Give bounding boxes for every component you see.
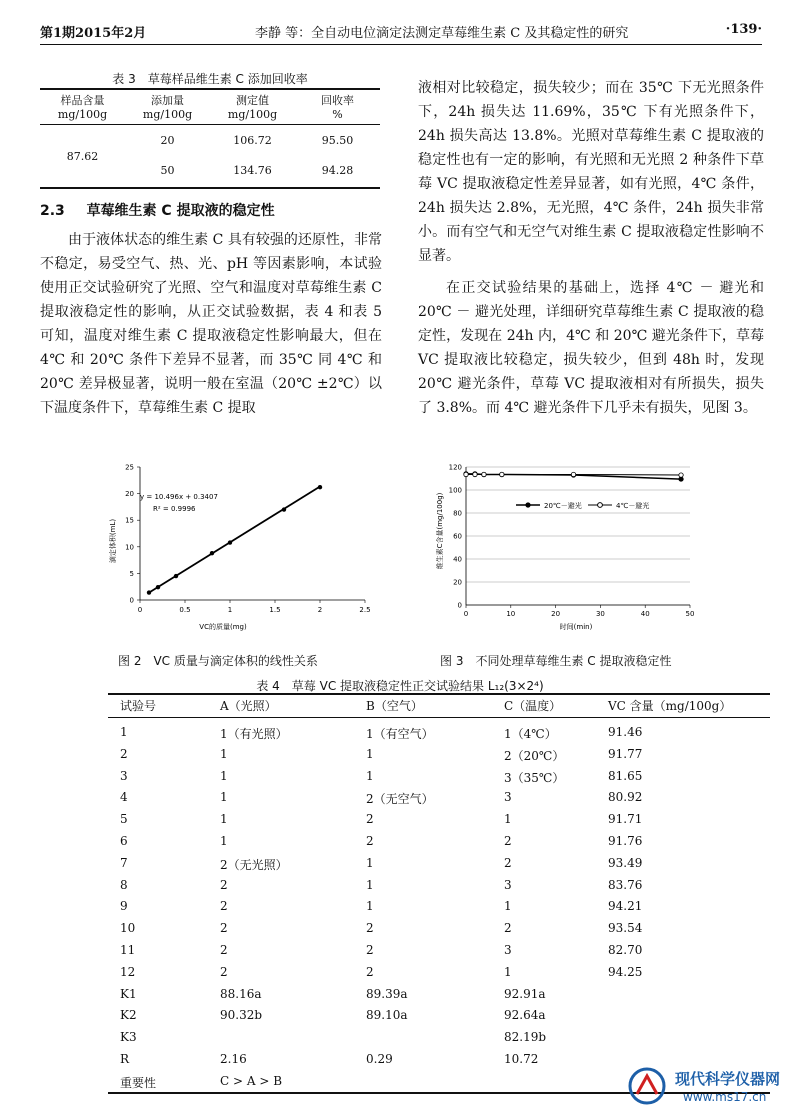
header-unit: % [332, 108, 343, 121]
table4-row [108, 853, 770, 877]
table4-cell: 2 [366, 964, 374, 979]
table4-row [108, 875, 770, 899]
table4-row [108, 1027, 770, 1051]
table4-cell: 2 [220, 943, 228, 957]
table3-caption: 表 3 草莓样品维生素 C 添加回收率 [112, 72, 308, 86]
table4-cell: 83.76 [608, 877, 643, 892]
table4-cell: 2（20℃） [504, 748, 565, 763]
paragraph: 液相对比较稳定，损失较少；而在 35℃ 下无光照条件下，24h 损失达 11.69%，35℃ 下有光照条件下，24h 损失高达 13.8%。光照对草莓维生素 C 提取液的稳定性也有一定的影响，有光照和无光照 2 种条件下草莓 VC 提取液稳定性差异显著，如有光照，4℃ 条件，24h 损失达 2.8%，无光照，4℃ 条件，24h 损失非常小。而有空气和无空气对维生素 C 提取液稳定性影响不显著。 [418, 80, 764, 264]
figure3-x-tick-label: 0 [463, 610, 469, 618]
table4-cell: 88.16a [220, 986, 262, 1001]
table4-cell: 9 [120, 899, 128, 914]
legend-label-4c: 4℃－避光 [616, 502, 650, 510]
table4-cell: 94.21 [608, 899, 643, 914]
table4-row [108, 766, 770, 790]
table4-cell: 11 [120, 943, 136, 957]
table4-cell: 1 [366, 768, 374, 783]
article-running-title: 李静 等：全自动电位滴定法测定草莓维生素 C 及其稳定性的研究 [255, 26, 629, 41]
table4-cell: 80.92 [608, 790, 643, 805]
figure2-data-point [156, 585, 160, 589]
table4-row [108, 744, 770, 768]
figure2-x-tick-label: 0.5 [179, 606, 191, 614]
section-heading [40, 200, 275, 220]
running-header [40, 18, 762, 42]
table4-cell: 91.46 [608, 725, 643, 739]
figure2-caption: 图 2 VC 质量与滴定体积的线性关系 [118, 654, 318, 668]
figure3-y-tick-label: 100 [448, 486, 462, 495]
issue-info: 第1期2015年2月 [40, 26, 147, 41]
figure3-x-tick-label: 20 [551, 610, 561, 618]
table4-cell: K2 [120, 1008, 137, 1023]
table4-cell: 1 [366, 899, 374, 914]
figure2-x-tick-label: 2.5 [359, 606, 371, 614]
figure3-data-point [473, 472, 477, 476]
table4-cell: 8 [120, 877, 128, 892]
table4-cell: 1 [366, 855, 374, 870]
table3-header-measured [210, 92, 295, 121]
figure3-y-tick-label: 120 [448, 463, 462, 472]
table4-caption: 表 4 草莓 VC 提取液稳定性正交试验结果 L₁₂(3×2⁴) [256, 679, 544, 693]
figure3-data-point [482, 472, 486, 476]
figure3-data-point [571, 472, 575, 476]
table4-row [108, 1005, 770, 1029]
figure3-ylabel: 维生素C含量(mg/100g) [436, 492, 444, 570]
table4-cell: 4 [120, 790, 128, 805]
site-watermark [625, 1062, 795, 1112]
table4-row [108, 809, 770, 833]
figure2-data-point [228, 540, 232, 544]
figure2-chart [95, 455, 395, 635]
paragraph: 由于液体状态的维生素 C 具有较强的还原性，非常不稳定，易受空气、热、光、pH 等因素影响，本试验使用正交试验研究了光照、空气和温度对草莓维生素 C 提取液稳定性的影响，从正交试验数据，表 4 和表 5 可知，温度对维生素 C 提取液稳定性影响最大，但在 4℃ 和 20℃ 条件下差异不显著，而 35℃ 同 4℃ 和 20℃ 差异极显著，说明一般在室温（20℃ ±2℃）以下温度条件下，草莓维生素 C 提取 [40, 232, 382, 416]
figure2-y-tick-label: 0 [129, 596, 134, 605]
table4-cell: 93.54 [608, 921, 643, 936]
table4-cell: K3 [120, 1030, 137, 1045]
figure3-data-point [500, 472, 504, 476]
figure3-x-tick-label: 40 [640, 610, 650, 618]
table4-cell: 2.16 [220, 1052, 247, 1066]
figure2-y-tick-label: 20 [125, 490, 134, 499]
figure3-y-tick-label: 60 [453, 532, 462, 541]
figure2-data-point [147, 590, 151, 594]
table3-cell: 95.50 [321, 134, 354, 147]
table4-cell: 81.65 [608, 768, 643, 783]
left-column-text [40, 228, 382, 420]
table4-cell: K1 [120, 986, 137, 1001]
figure3-y-tick-label: 40 [453, 555, 462, 564]
table3-header-rule [40, 124, 380, 125]
section-number: 2.3 [40, 203, 65, 219]
figure3-chart [428, 455, 708, 635]
table4-cell: 1 [504, 899, 512, 914]
figure2-y-tick-label: 5 [129, 569, 134, 578]
table4-cell: 1 [366, 746, 374, 761]
header-line: 回收率 [321, 94, 354, 107]
figure3-y-tick-label: 20 [453, 578, 462, 587]
figure2-x-tick-label: 2 [317, 606, 323, 614]
table4-cell: 10 [120, 921, 136, 936]
table3-header-added [125, 92, 210, 121]
table4-cell: 93.49 [608, 855, 643, 870]
page-number: ·139· [725, 22, 762, 37]
table4-cell: 2 [220, 877, 228, 892]
header-unit: mg/100g [142, 108, 193, 121]
table3-cell: 20 [160, 134, 175, 147]
table4-cell: 90.32b [220, 1008, 263, 1023]
table4-cell: 2 [366, 812, 374, 827]
table4-cell: 10.72 [504, 1052, 539, 1066]
figure2-y-tick-label: 10 [125, 543, 134, 552]
table4-cell: 94.25 [608, 964, 643, 979]
figure2-r2: R² = 0.9996 [153, 505, 196, 513]
table4-row [108, 831, 770, 855]
figure3-y-tick-label: 80 [453, 509, 462, 518]
table4-cell: 2 [120, 746, 128, 761]
table4-cell: 1 [220, 768, 228, 783]
figure2-x-tick-label: 1 [227, 606, 233, 614]
table4-cell: 7 [120, 855, 128, 870]
table3-cell: 134.76 [233, 164, 272, 177]
table4-header-cell: 试验号 [120, 699, 157, 713]
table4-cell: 1 [504, 964, 512, 979]
table3-sample-value: 87.62 [66, 150, 99, 163]
table4-cell: C > A > B [220, 1073, 283, 1088]
table4-row [108, 787, 770, 811]
table4-header-cell: VC 含量（mg/100g） [608, 699, 732, 713]
table3-cell: 94.28 [321, 164, 354, 177]
header-unit: mg/100g [227, 108, 278, 121]
table4-header-cell: B（空气） [366, 699, 423, 713]
table4-cell: 2 [366, 943, 374, 957]
section-title: 草莓维生素 C 提取液的稳定性 [86, 203, 275, 219]
watermark-name: 现代科学仪器网 [675, 1070, 781, 1088]
figure3-x-tick-label: 10 [506, 610, 516, 618]
figure3-x-tick-label: 30 [595, 610, 605, 618]
table4-row [108, 896, 770, 920]
table4-cell: 0.29 [366, 1052, 393, 1066]
table4-cell: 89.10a [366, 1008, 408, 1023]
figure2-x-tick-label: 1.5 [269, 606, 281, 614]
table4-row [108, 918, 770, 942]
table4-cell: 1 [220, 790, 228, 805]
table4-cell: 82.19b [504, 1030, 547, 1045]
table4-cell: 2 [504, 855, 512, 870]
table4-cell: 82.70 [608, 943, 643, 957]
table4-header-row [108, 694, 770, 718]
table3-header-sample [40, 92, 125, 121]
table4-header-rule [108, 717, 770, 718]
table3-cell: 106.72 [233, 134, 272, 147]
table4-cell: 92.64a [504, 1008, 546, 1023]
header-line: 测定值 [236, 94, 269, 107]
figure3-x-tick-label: 50 [685, 610, 695, 618]
table4-cell: 1 [220, 812, 228, 827]
figure2-data-point [318, 485, 322, 489]
table4-cell: 1（4℃） [504, 727, 557, 741]
table4-cell: 2（无光照） [220, 857, 288, 872]
table4-cell: 3 [504, 877, 512, 892]
table4-header-cell: C（温度） [504, 699, 562, 713]
table4-cell: R [120, 1052, 130, 1066]
table4-cell: 3 [504, 943, 512, 957]
table3-header-recovery [295, 92, 380, 121]
figure2-x-tick-label: 0 [137, 606, 143, 614]
watermark-url: www.ms17.cn [683, 1090, 767, 1104]
table4-cell: 3 [120, 768, 128, 783]
table4-cell: 2 [366, 834, 374, 848]
table4-cell: 2 [366, 921, 374, 936]
legend-marker [598, 503, 603, 508]
legend-marker [525, 502, 530, 507]
table4-cell: 1 [120, 725, 128, 739]
figure3-legend [516, 501, 649, 510]
table4-cell: 1（有空气） [366, 727, 434, 741]
table3-top-rule [40, 88, 380, 90]
table4-cell: 2 [220, 921, 228, 936]
table4-cell: 89.39a [366, 986, 408, 1001]
figure2-ylabel: 滴定体积(mL) [109, 518, 117, 564]
table3-bottom-rule [40, 187, 380, 189]
table4-cell: 12 [120, 964, 136, 979]
table4-cell: 6 [120, 834, 128, 848]
table4-cell: 91.76 [608, 834, 643, 848]
figure2-y-tick-label: 15 [125, 516, 134, 525]
table4-cell: 5 [120, 812, 128, 827]
table4-row [108, 962, 770, 986]
figure2-equation: y = 10.496x + 0.3407 [140, 493, 218, 501]
table3-cell: 50 [160, 164, 175, 177]
header-line: 添加量 [151, 94, 184, 107]
right-column-text [418, 76, 764, 420]
table4-cell: 3（35℃） [504, 770, 565, 785]
table4-cell: 2（无空气） [366, 792, 434, 807]
figure2-data-point [210, 551, 214, 555]
table4-cell: 1 [366, 877, 374, 892]
site-logo-icon [625, 1064, 669, 1108]
table4-cell: 91.71 [608, 812, 643, 827]
table4-row [108, 984, 770, 1008]
table4-cell: 1（有光照） [220, 727, 288, 741]
table4-row [108, 940, 770, 964]
table3-body [40, 126, 380, 190]
figure2-data-point [174, 574, 178, 578]
figure3-xlabel: 时间(min) [559, 623, 593, 631]
table4-cell: 91.77 [608, 746, 643, 761]
table4-cell: 1 [220, 746, 228, 761]
figure3-data-point [464, 472, 468, 476]
figure2-data-point [282, 507, 286, 511]
table4-header-cell: A（光照） [220, 699, 277, 713]
figure3-data-point [679, 473, 683, 477]
figure2-y-tick-label: 25 [125, 463, 134, 472]
header-rule [40, 44, 762, 45]
table4-cell: 3 [504, 790, 512, 805]
header-line: 样品含量 [60, 94, 105, 107]
table4-cell: 2 [504, 834, 512, 848]
table4-cell: 1 [220, 834, 228, 848]
paragraph: 在正交试验结果的基础上，选择 4℃ － 避光和 20℃ － 避光处理，详细研究草莓维生素 C 提取液的稳定性，发现在 24h 内，4℃ 和 20℃ 避光条件下，草莓 VC 提取液比较稳定，损失较少，但到 48h 时，发现 20℃ 避光条件，草莓 VC 提取液相对有所损失，损失了 3.8%。而 4℃ 避光条件下几乎未有损失，见图 3。 [418, 280, 764, 416]
legend-label-20c: 20℃－避光 [544, 502, 582, 510]
figure3-caption: 图 3 不同处理草莓维生素 C 提取液稳定性 [440, 654, 672, 668]
table4-cell: 重要性 [120, 1075, 157, 1090]
figure3-y-tick-label: 0 [457, 601, 462, 610]
table4-cell: 2 [220, 964, 228, 979]
table4-row [108, 722, 770, 746]
table4-cell: 92.91a [504, 986, 546, 1001]
table4-cell: 2 [504, 921, 512, 936]
table4-cell: 2 [220, 899, 228, 914]
header-unit: mg/100g [57, 108, 108, 121]
figure2-xlabel: VC的质量(mg) [199, 623, 247, 631]
table4-cell: 1 [504, 812, 512, 827]
